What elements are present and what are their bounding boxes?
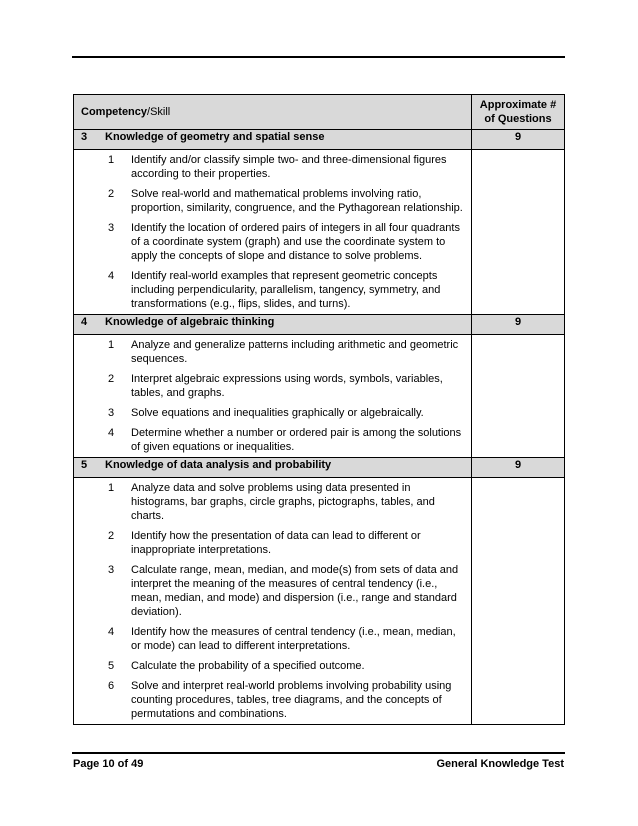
skill-number: 2 xyxy=(108,373,115,385)
skill-number: 4 xyxy=(108,270,115,282)
skill-item xyxy=(74,563,471,619)
section-items-row xyxy=(74,150,565,315)
page-footer xyxy=(73,758,564,770)
skill-number: 1 xyxy=(108,482,115,494)
competency-label: Competency xyxy=(81,106,148,118)
skill-text: Solve real-world and mathematical problems involving ratio, proportion, similarity, congruence, and the Pythagorean relationship. xyxy=(131,188,463,214)
section-items-row xyxy=(74,335,565,458)
section-header-row xyxy=(74,458,565,478)
skill-text: Interpret algebraic expressions using words, symbols, variables, tables, and graphs. xyxy=(131,373,443,399)
skill-text: Determine whether a number or ordered pair is among the solutions of given equations or inequalities. xyxy=(131,427,462,453)
section-items-cell xyxy=(74,150,472,315)
skill-number: 2 xyxy=(108,530,115,542)
section-items-cell xyxy=(74,478,472,725)
skill-item xyxy=(74,372,471,400)
skill-text: Calculate the probability of a specified outcome. xyxy=(131,660,365,672)
skill-item xyxy=(74,153,471,181)
section-header-row xyxy=(74,315,565,335)
table-header-row xyxy=(74,95,565,130)
approx-line1: Approximate # xyxy=(479,99,557,111)
skill-item xyxy=(74,679,471,721)
section-title: Knowledge of algebraic thinking xyxy=(105,316,275,328)
skill-number: 2 xyxy=(108,188,115,200)
section-title: Knowledge of geometry and spatial sense xyxy=(105,131,325,143)
section-number: 5 xyxy=(81,459,88,471)
section-header-row xyxy=(74,130,565,150)
skill-item xyxy=(74,338,471,366)
skill-text: Identify real-world examples that represent geometric concepts including perpendicularity, parallelism, tangency, symmetry, and transformations (e.g., flips, slides, and turns). xyxy=(131,270,441,310)
skill-text: Analyze data and solve problems using data presented in histograms, bar graphs, circle graphs, pictographs, tables, and charts. xyxy=(131,482,435,522)
document-title: General Knowledge Test xyxy=(436,758,564,770)
section-title-cell xyxy=(74,130,472,150)
approx-questions-header xyxy=(472,95,565,130)
skill-text: Calculate range, mean, median, and mode(s) from sets of data and interpret the meaning of the measures of central tendency (i.e., mean, median, and mode) and dispersion (i.e., range and standard deviation). xyxy=(131,564,459,618)
skill-item xyxy=(74,529,471,557)
skill-text: Solve equations and inequalities graphically or algebraically. xyxy=(131,407,424,419)
skill-text: Identify the location of ordered pairs of integers in all four quadrants of a coordinate system (graph) and use the coordinate system to apply the concepts of slope and distance to solve problems. xyxy=(131,222,460,262)
skill-number: 1 xyxy=(108,339,115,351)
skill-text: Solve and interpret real-world problems involving probability using counting procedures, tables, tree diagrams, and the concepts of permutations and combinations. xyxy=(131,680,452,720)
section-question-count: 9 xyxy=(472,315,565,335)
section-title: Knowledge of data analysis and probability xyxy=(105,459,332,471)
footer-rule xyxy=(72,752,565,754)
section-title-cell xyxy=(74,315,472,335)
page-number: Page 10 of 49 xyxy=(73,758,144,770)
competency-table xyxy=(73,94,565,725)
skill-number: 1 xyxy=(108,154,115,166)
skill-item xyxy=(74,221,471,263)
section-blank-cell xyxy=(472,150,565,315)
skill-number: 6 xyxy=(108,680,115,692)
skill-text: Identify and/or classify simple two- and three-dimensional figures according to their properties. xyxy=(131,154,447,180)
approx-line2: of Questions xyxy=(484,113,552,125)
top-rule xyxy=(72,56,565,58)
skill-number: 3 xyxy=(108,222,115,234)
section-items-cell xyxy=(74,335,472,458)
section-items-row xyxy=(74,478,565,725)
section-question-count: 9 xyxy=(472,458,565,478)
skill-text: Identify how the presentation of data can lead to different or inappropriate interpretations. xyxy=(131,530,421,556)
skill-number: 3 xyxy=(108,407,115,419)
skill-text: Identify how the measures of central tendency (i.e., mean, median, or mode) can lead to different interpretations. xyxy=(131,626,456,652)
section-number: 3 xyxy=(81,131,88,143)
skill-item xyxy=(74,659,471,673)
section-number: 4 xyxy=(81,316,88,328)
skill-item xyxy=(74,426,471,454)
skill-number: 4 xyxy=(108,427,115,439)
skill-number: 5 xyxy=(108,660,115,672)
skill-text: Analyze and generalize patterns including arithmetic and geometric sequences. xyxy=(131,339,459,365)
skill-item xyxy=(74,406,471,420)
section-question-count: 9 xyxy=(472,130,565,150)
skill-item xyxy=(74,269,471,311)
section-blank-cell xyxy=(472,335,565,458)
skill-item xyxy=(74,481,471,523)
skill-item xyxy=(74,187,471,215)
section-title-cell xyxy=(74,458,472,478)
skill-label: /Skill xyxy=(147,106,171,118)
skill-item xyxy=(74,625,471,653)
section-blank-cell xyxy=(472,478,565,725)
skill-number: 3 xyxy=(108,564,115,576)
competency-skill-header xyxy=(74,95,472,130)
skill-number: 4 xyxy=(108,626,115,638)
